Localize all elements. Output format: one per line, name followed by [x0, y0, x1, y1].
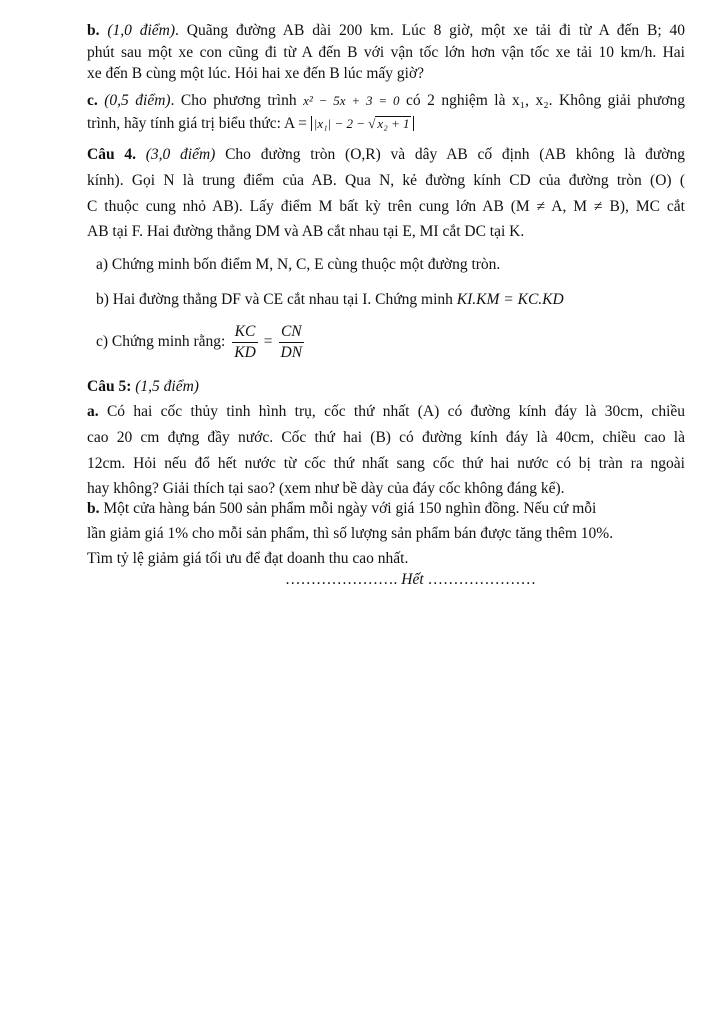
- cau5-title: Câu 5:: [87, 378, 132, 395]
- cau4-part-c-text: c) Chứng minh rằng:: [96, 333, 226, 351]
- expression-minus: −: [356, 116, 366, 131]
- fraction-equals: =: [263, 333, 273, 351]
- cau4-part-a: a) Chứng minh bốn điểm M, N, C, E cùng thuộc một đường tròn.: [96, 256, 501, 273]
- part-b-line-1: [87, 21, 685, 41]
- part-c-equation: x² − 5x + 3 = 0: [303, 93, 400, 108]
- part-c-label: c.: [87, 92, 98, 109]
- fraction-kc-numerator: KC: [232, 322, 258, 343]
- cau4-line-4: AB tại F. Hai đường thẳng DM và AB cắt nhau tại E, MI cắt DC tại K.: [87, 223, 525, 240]
- cau5-b-label: b.: [87, 500, 100, 517]
- cau5-points: (1,5 điểm): [135, 378, 199, 395]
- part-b-line-2: phút sau một xe con cũng đi từ A đến B với vận tốc lớn hơn vận tốc xe tải 10 km/h. Hai: [87, 44, 685, 61]
- cau5-a-line-2: cao 20 cm đựng đầy nước. Cốc thứ hai (B) có đường kính đáy là 40cm, chiều cao là: [87, 429, 685, 446]
- cau4-points: (3,0 điểm): [145, 146, 216, 163]
- expression-abs-inner: |x₁| − 2: [313, 116, 353, 131]
- end-dots-left: ………………….: [285, 571, 398, 588]
- cau4-part-c: [96, 322, 307, 363]
- part-c-line-1: [87, 91, 685, 111]
- expression-sqrt: x₂ + 1: [377, 116, 410, 131]
- part-c-line-2: [87, 114, 414, 134]
- cau4-line-3: C thuộc cung nhỏ AB). Lấy điểm M bất kỳ trên cung lớn AB (M ≠ A, M ≠ B), MC cắt: [87, 198, 685, 215]
- fraction-dn-denominator: DN: [280, 344, 303, 361]
- cau4-part-b-text: b) Hai đường thẳng DF và CE cắt nhau tại I. Chứng minh: [96, 291, 453, 308]
- part-c-expression-label: trình, hãy tính giá trị biểu thức: A =: [87, 115, 307, 132]
- cau5-a-label: a.: [87, 403, 99, 420]
- cau5-a-line-3: 12cm. Hỏi nếu đổ hết nước từ cốc thứ nhất sang cốc thứ hai nước có bị tràn ra ngoài: [87, 455, 685, 472]
- fraction-cn-numerator: CN: [279, 322, 305, 343]
- part-c-intro: . Cho phương trình: [170, 92, 297, 109]
- cau5-a-line-1-text: Có hai cốc thủy tinh hình trụ, cốc thứ nhất (A) có đường kính đáy là 30cm, chiều: [106, 403, 685, 420]
- cau4-line-1-text: Cho đường tròn (O,R) và dây AB cố định (AB không là đường: [225, 146, 686, 163]
- cau5-b-line-2: lần giảm giá 1% cho mỗi sản phẩm, thì số lượng sản phẩm bán được tăng thêm 10%.: [87, 525, 614, 542]
- part-c-points: (0,5 điểm): [104, 92, 171, 109]
- cau5-b-line-3: Tìm tỷ lệ giảm giá tối ưu để đạt doanh thu cao nhất.: [87, 550, 409, 567]
- part-c-after-equation: có 2 nghiệm là x₁, x₂. Không giải phương: [405, 92, 685, 109]
- cau4-line-1: [87, 145, 685, 165]
- end-text: Hết: [401, 571, 424, 588]
- part-b-line-3: xe đến B cùng một lúc. Hỏi hai xe đến B lúc mấy giờ?: [87, 65, 425, 82]
- cau4-part-b-equation: KI.KM = KC.KD: [456, 291, 564, 308]
- cau4-title: Câu 4.: [87, 146, 136, 163]
- fraction-kd-denominator: KD: [234, 344, 256, 361]
- fraction-kc-kd: [232, 322, 258, 363]
- cau5-b-line-1-text: Một cửa hàng bán 500 sản phẩm mỗi ngày với giá 150 nghìn đồng. Nếu cứ mỗi: [103, 500, 597, 517]
- end-marker: [285, 570, 536, 590]
- part-b-line-1-text: . Quãng đường AB dài 200 km. Lúc 8 giờ, một xe tải đi từ A đến B; 40: [175, 22, 686, 39]
- cau5-b-line-1: [87, 499, 596, 519]
- cau5-a-line-1: [87, 402, 685, 422]
- expression-absolute-value: |x₁| − 2 − √ x₂ + 1: [311, 116, 415, 131]
- part-b-points: (1,0 điểm): [107, 22, 176, 39]
- cau5-a-line-4: hay không? Giải thích tại sao? (xem như bề dày của đáy cốc không đáng kể).: [87, 480, 565, 497]
- cau4-line-2: kính). Gọi N là trung điểm của AB. Qua N, kẻ đường kính CD của đường tròn (O) (: [87, 172, 685, 189]
- part-b-label: b.: [87, 22, 100, 39]
- fraction-cn-dn: [279, 322, 305, 363]
- end-dots-right: …………………: [427, 571, 537, 588]
- cau4-part-b: [96, 290, 564, 310]
- cau5-header: [87, 377, 199, 397]
